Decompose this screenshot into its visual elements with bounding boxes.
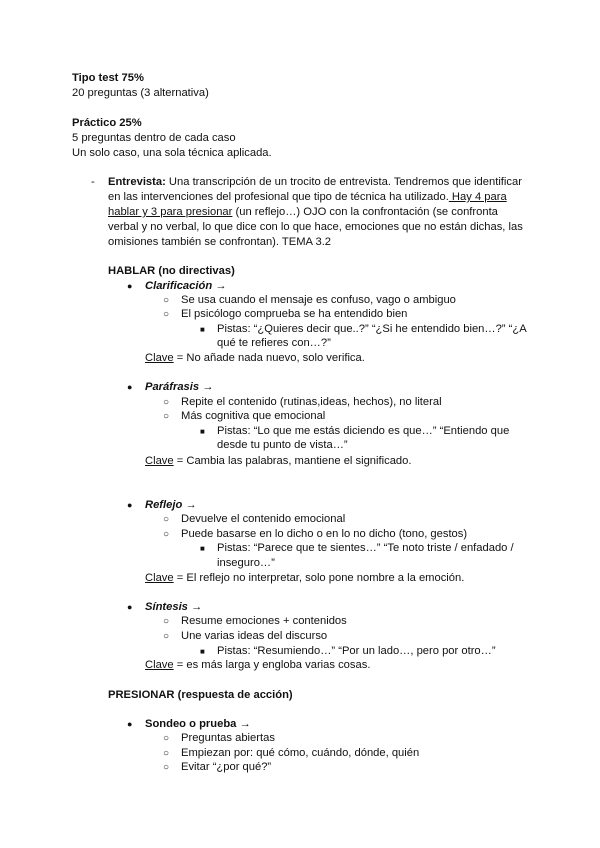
clarificacion-clave	[145, 351, 365, 366]
square-marker: ■	[200, 427, 205, 436]
entrevista-line-4: verbal y no verbal, lo que dice con lo que hace, emociones que no están dichas, las	[108, 221, 523, 233]
parafrasis-clave	[145, 454, 411, 469]
entrevista-label: Entrevista:	[108, 176, 166, 188]
clarificacion-pistas-1: Pistas: “¿Quieres decir que..?” “¿Si he entendido bien…?” “¿A	[217, 323, 527, 335]
circle-marker: ○	[163, 733, 170, 744]
parafrasis-sub-2: Más cognitiva que emocional	[181, 410, 326, 422]
entrevista-text-3b: (un reflejo…) OJO con la confrontación (se confronta	[232, 206, 498, 218]
square-marker: ■	[200, 647, 205, 656]
practico-line-1: 5 preguntas dentro de cada caso	[72, 132, 236, 144]
clave-text: = es más larga y engloba varias cosas.	[173, 659, 371, 671]
clarificacion-sub-2: El psicólogo comprueba se ha entendido bien	[181, 308, 408, 320]
entrevista-line-3	[108, 205, 498, 220]
clave-text: = Cambia las palabras, mantiene el significado.	[173, 455, 412, 467]
practico-title: Práctico 25%	[72, 117, 142, 129]
sintesis-pistas-1: Pistas: “Resumiendo…” “Por un lado…, pero por otro…”	[217, 645, 496, 657]
entrevista-line-2	[108, 190, 507, 205]
clarificacion-pistas-2: qué te refieres con…?”	[217, 337, 331, 349]
entrevista-line-1	[108, 175, 522, 190]
circle-marker: ○	[163, 411, 170, 422]
clave-label: Clave	[145, 352, 174, 364]
clave-label: Clave	[145, 455, 174, 467]
hablar-heading: HABLAR (no directivas)	[108, 265, 235, 277]
entrevista-text-3a: hablar y 3 para presionar	[108, 206, 233, 218]
sondeo-sub-1: Preguntas abiertas	[181, 732, 275, 744]
clave-text: = No añade nada nuevo, solo verifica.	[173, 352, 365, 364]
reflejo-sub-1: Devuelve el contenido emocional	[181, 513, 346, 525]
entrevista-text-2a: en las intervenciones del profesional que tipo de técnica ha utilizado.	[108, 191, 449, 203]
circle-marker: ○	[163, 616, 170, 627]
entrevista-text-1: Una transcripción de un trocito de entrevista. Tendremos que identificar	[165, 176, 522, 188]
reflejo-pistas-1: Pistas: “Parece que te sientes…” “Te noto triste / enfadado /	[217, 542, 514, 554]
sondeo-sub-2: Empiezan por: qué cómo, cuándo, dónde, quién	[181, 747, 420, 759]
parafrasis-sub-1: Repite el contenido (rutinas,ideas, hechos), no literal	[181, 396, 442, 408]
circle-marker: ○	[163, 514, 170, 525]
circle-marker: ○	[163, 397, 170, 408]
sintesis-sub-1: Resume emociones + contenidos	[181, 615, 347, 627]
presionar-heading: PRESIONAR (respuesta de acción)	[108, 689, 293, 701]
clave-label: Clave	[145, 572, 174, 584]
practico-line-2: Un solo caso, una sola técnica aplicada.	[72, 147, 272, 159]
circle-marker: ○	[163, 748, 170, 759]
sondeo-sub-3: Evitar “¿por qué?”	[181, 761, 272, 773]
square-marker: ■	[200, 325, 205, 334]
parafrasis-pistas-1: Pistas: “Lo que me estás diciendo es que…” “Entiendo que	[217, 425, 510, 437]
dash-marker: -	[91, 176, 95, 188]
circle-marker: ○	[163, 631, 170, 642]
reflejo-title: Reflejo →	[145, 499, 197, 511]
clave-text: = El reflejo no interpretar, solo pone nombre a la emoción.	[173, 572, 465, 584]
clave-label: Clave	[145, 659, 174, 671]
square-marker: ■	[200, 544, 205, 553]
sondeo-title: Sondeo o prueba →	[145, 718, 251, 730]
sintesis-clave	[145, 658, 370, 673]
test-description: 20 preguntas (3 alternativa)	[72, 87, 209, 99]
entrevista-text-2b: Hay 4 para	[448, 191, 507, 203]
entrevista-line-5: omisiones también se confrontan). TEMA 3.2	[108, 236, 332, 248]
bullet-marker: ●	[127, 382, 133, 392]
reflejo-clave	[145, 571, 464, 586]
reflejo-pistas-2: inseguro…”	[217, 557, 275, 569]
sintesis-sub-2: Une varias ideas del discurso	[181, 630, 328, 642]
parafrasis-pistas-2: desde tu punto de vista…”	[217, 439, 348, 451]
circle-marker: ○	[163, 309, 170, 320]
clarificacion-sub-1: Se usa cuando el mensaje es confuso, vago o ambiguo	[181, 294, 456, 306]
parafrasis-title: Paráfrasis →	[145, 381, 214, 393]
reflejo-sub-2: Puede basarse en lo dicho o en lo no dicho (tono, gestos)	[181, 528, 468, 540]
test-title: Tipo test 75%	[72, 72, 144, 84]
bullet-marker: ●	[127, 281, 133, 291]
bullet-marker: ●	[127, 602, 133, 612]
clarificacion-title: Clarificación →	[145, 280, 227, 292]
circle-marker: ○	[163, 529, 170, 540]
circle-marker: ○	[163, 762, 170, 773]
bullet-marker: ●	[127, 719, 133, 729]
bullet-marker: ●	[127, 500, 133, 510]
circle-marker: ○	[163, 295, 170, 306]
sintesis-title: Síntesis →	[145, 601, 203, 613]
